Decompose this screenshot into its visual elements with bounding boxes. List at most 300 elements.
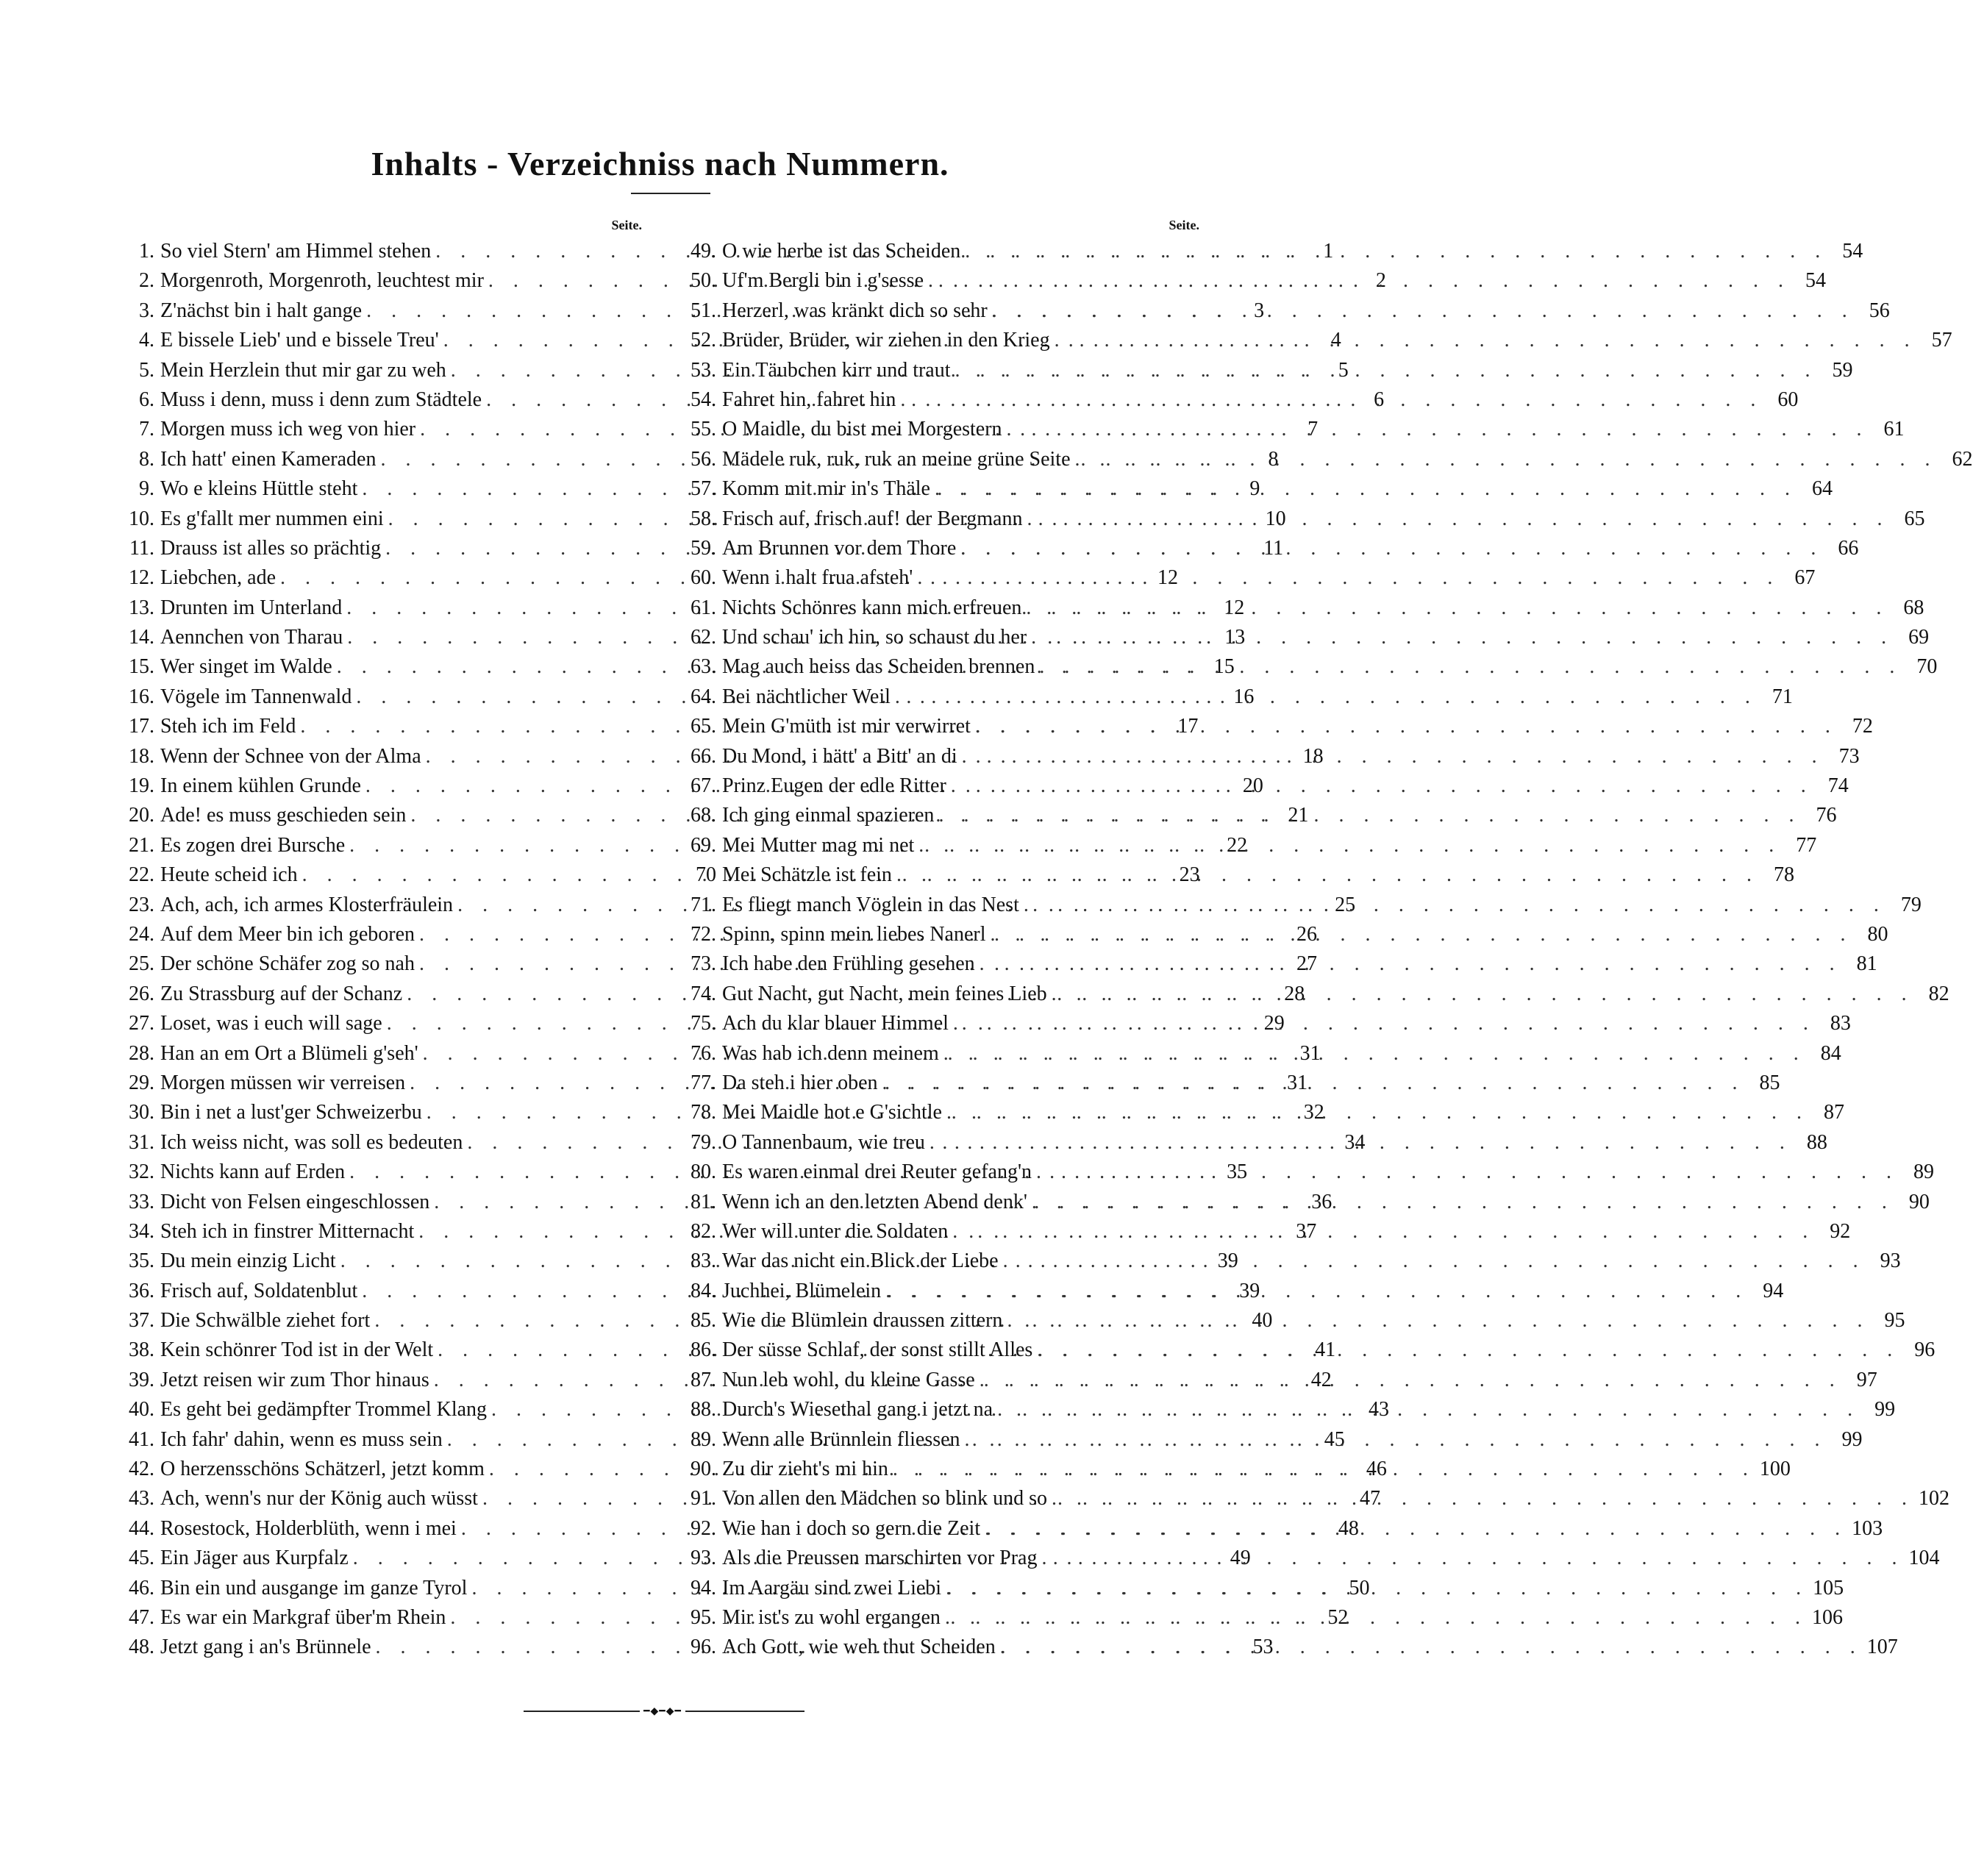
entry-number: 54. — [691, 388, 716, 411]
entry-number: 38. — [129, 1338, 154, 1362]
entry-number: 90. — [691, 1458, 716, 1481]
entry-page-number: 34 — [1344, 1130, 1366, 1154]
entry-title: Nichts Schönres kann mich erfreuen — [722, 596, 1022, 619]
entry-page-number: 71 — [1772, 685, 1793, 708]
entry-title: Mädele ruk, ruk, ruk an meine grüne Seite — [722, 447, 1071, 471]
entry-number: 66. — [691, 744, 716, 768]
entry-page-number: 42 — [1310, 1368, 1332, 1391]
entry-page-number: 40 — [1252, 1309, 1273, 1333]
entry-page-number: 53 — [1252, 1636, 1274, 1659]
entry-page-number: 28 — [1284, 982, 1305, 1005]
entry-page-number: 1 — [1323, 240, 1334, 263]
entry-number: 78. — [691, 1101, 716, 1124]
entry-page-number: 97 — [1856, 1368, 1877, 1391]
entry-title: Morgen muss ich weg von hier — [160, 418, 416, 441]
toc-entry — [682, 296, 1890, 326]
entry-title: Morgenroth, Morgenroth, leuchtest mir — [160, 269, 484, 293]
entry-page-number: 39 — [1217, 1249, 1238, 1273]
entry-page-number: 2 — [1375, 269, 1386, 293]
entry-title: Und schau' ich hin, so schaust du her — [722, 626, 1027, 649]
toc-entry — [682, 563, 1816, 593]
toc-entry — [682, 356, 1853, 385]
entry-title: Uf'm Bergli bin i g'sesse — [722, 269, 924, 293]
entry-title: Aennchen von Tharau — [160, 626, 343, 649]
dot-leader — [971, 712, 1838, 741]
entry-title: Ich ging einmal spazieren — [722, 804, 935, 827]
entry-title: Mir ist's zu wohl ergangen — [722, 1605, 941, 1629]
entry-number: 43. — [129, 1487, 154, 1511]
entry-title: Muss i denn, muss i denn zum Städtele — [160, 388, 482, 411]
entry-page-number: 102 — [1918, 1487, 1949, 1511]
entry-page-number: 61 — [1883, 418, 1905, 441]
entry-page-number: 88 — [1806, 1130, 1827, 1154]
entry-page-number: 6 — [1374, 388, 1385, 411]
entry-number: 60. — [691, 566, 716, 590]
entry-title: Drauss ist alles so prächtig — [160, 536, 382, 560]
entry-page-number: 20 — [1242, 774, 1263, 798]
entry-page-number: 54 — [1842, 240, 1863, 263]
entry-page-number: 76 — [1816, 804, 1837, 827]
dot-leader — [941, 1603, 1808, 1633]
entry-number: 10. — [129, 507, 154, 530]
entry-page-number: 12 — [1224, 596, 1245, 619]
entry-title: Ich weiss nicht, was soll es bedeuten — [160, 1130, 463, 1154]
entry-page-number: 78 — [1773, 863, 1794, 887]
entry-page-number: 49 — [1230, 1547, 1251, 1570]
dot-leader — [930, 474, 1797, 504]
entry-title: Auf dem Meer bin ich geboren — [160, 922, 415, 946]
entry-title: Wenn alle Brünnlein fliessen — [722, 1427, 960, 1451]
dot-leader — [878, 1069, 1745, 1098]
entry-number: 36. — [129, 1279, 154, 1302]
entry-page-number: 90 — [1908, 1190, 1930, 1213]
entry-page-number: 59 — [1832, 358, 1853, 382]
entry-number: 45. — [129, 1547, 154, 1570]
entry-number: 65. — [691, 715, 716, 738]
entry-number: 32. — [129, 1160, 154, 1184]
entry-page-number: 69 — [1908, 626, 1930, 649]
entry-number: 13. — [129, 596, 154, 619]
entry-number: 19. — [129, 774, 154, 798]
entry-number: 5. — [139, 358, 154, 382]
entry-title: O wie herbe ist das Scheiden — [722, 240, 961, 263]
dot-leader — [957, 742, 1824, 771]
toc-entry — [682, 712, 1873, 741]
dot-leader — [1071, 445, 1938, 474]
entry-page-number: 4 — [1330, 329, 1341, 352]
dot-leader — [960, 1425, 1827, 1455]
entry-title: So viel Stern' am Himmel stehen — [160, 240, 432, 263]
entry-page-number: 65 — [1904, 507, 1925, 530]
entry-title: Wer singet im Walde — [160, 655, 332, 679]
entry-number: 2. — [139, 269, 154, 293]
entry-page-number: 68 — [1903, 596, 1924, 619]
entry-page-number: 17 — [1177, 715, 1199, 738]
dot-leader — [988, 296, 1855, 326]
entry-number: 11. — [129, 536, 154, 560]
entry-page-number: 74 — [1827, 774, 1849, 798]
entry-number: 33. — [129, 1190, 154, 1213]
entry-number: 28. — [129, 1041, 154, 1065]
entry-number: 70 — [696, 863, 716, 887]
dot-leader — [1047, 980, 1914, 1009]
entry-page-number: 80 — [1867, 922, 1888, 946]
entry-page-number: 23 — [1179, 863, 1200, 887]
entry-number: 92. — [691, 1516, 716, 1540]
entry-number: 89. — [691, 1427, 716, 1451]
page-column-header: Seite. — [611, 218, 642, 232]
dot-leader — [913, 563, 1780, 593]
entry-page-number: 50 — [1349, 1576, 1370, 1599]
entry-page-number: 43 — [1369, 1398, 1390, 1422]
dot-leader — [924, 266, 1791, 296]
entry-title: Ach, wenn's nur der König auch wüsst — [160, 1487, 478, 1511]
entry-page-number: 47 — [1359, 1487, 1380, 1511]
dot-leader — [888, 1455, 1755, 1484]
entry-number: 41. — [129, 1427, 154, 1451]
entry-number: 79. — [691, 1130, 716, 1154]
entry-title: Mag auch heiss das Scheiden brennen — [722, 655, 1035, 679]
dot-leader — [1019, 891, 1886, 920]
entry-page-number: 103 — [1852, 1516, 1883, 1540]
entry-title: Wer will unter die Soldaten — [722, 1219, 949, 1243]
entry-title: Vögele im Tannenwald — [160, 685, 352, 708]
dot-leader — [1050, 326, 1917, 355]
entry-number: 39. — [129, 1368, 154, 1391]
entry-title: Durch's Wiesethal gang i jetzt na — [722, 1398, 993, 1422]
entry-number: 40. — [129, 1398, 154, 1422]
entry-number: 55. — [691, 418, 716, 441]
entry-title: Wie han i doch so gern die Zeit — [722, 1516, 981, 1540]
entry-number: 73. — [691, 952, 716, 976]
entry-title: O Maidle, du bist mei Morgestern — [722, 418, 1002, 441]
entry-title: Zu dir zieht's mi hin — [722, 1458, 888, 1481]
entry-title: Liebchen, ade — [160, 566, 276, 590]
entry-number: 8. — [139, 447, 154, 471]
entry-page-number: 22 — [1227, 833, 1248, 857]
entry-number: 22. — [129, 863, 154, 887]
entry-title: Komm mit mir in's Thäle — [722, 477, 930, 501]
entry-title: Kein schönrer Tod ist in der Welt — [160, 1338, 434, 1362]
entry-page-number: 15 — [1213, 655, 1235, 679]
entry-title: Am Brunnen vor dem Thore — [722, 536, 957, 560]
entry-page-number: 3 — [1254, 299, 1265, 322]
toc-entry — [682, 474, 1833, 504]
entry-title: Im Aargäu sind zwei Liebi — [722, 1576, 942, 1599]
entry-title: Ein Täubchen kirr und traut — [722, 358, 951, 382]
dot-leader — [1021, 593, 1888, 623]
entry-title: Spinn, spinn mein liebes Nanerl — [722, 922, 986, 946]
dot-leader — [1035, 652, 1902, 682]
entry-page-number: 93 — [1880, 1249, 1901, 1273]
entry-title: Von allen den Mädchen so blink und so — [722, 1487, 1047, 1511]
entry-title: Frisch auf, frisch auf! der Bergmann — [722, 507, 1023, 530]
dot-leader — [949, 1009, 1816, 1038]
entry-page-number: 12 — [1157, 566, 1179, 590]
entry-number: 15. — [129, 655, 154, 679]
entry-title: Bin i net a lust'ger Schweizerbu — [160, 1101, 422, 1124]
entry-number: 7. — [139, 418, 154, 441]
entry-page-number: 87 — [1823, 1101, 1844, 1124]
entry-title: Nichts kann auf Erden — [160, 1160, 346, 1184]
entry-number: 34. — [129, 1219, 154, 1243]
entry-title: O Tannenbaum, wie treu — [722, 1130, 925, 1154]
entry-number: 29. — [129, 1071, 154, 1094]
entry-number: 50. — [691, 269, 716, 293]
entry-page-number: 52 — [1327, 1605, 1349, 1629]
entry-page-number: 67 — [1794, 566, 1816, 590]
entry-title: Es g'fallt mer nummen eini — [160, 507, 384, 530]
entry-number: 95. — [691, 1605, 716, 1629]
entry-page-number: 85 — [1759, 1071, 1780, 1094]
dot-leader — [881, 1277, 1748, 1306]
dot-leader — [934, 801, 1801, 830]
entry-title: Ich hatt' einen Kameraden — [160, 447, 377, 471]
entry-number: 53. — [691, 358, 716, 382]
entry-number: 75. — [691, 1012, 716, 1035]
entry-page-number: 7 — [1307, 418, 1319, 441]
entry-page-number: 31 — [1287, 1071, 1308, 1094]
dot-leader — [914, 831, 1781, 860]
page-column-header: Seite. — [1169, 218, 1199, 232]
entry-number: 77. — [691, 1071, 716, 1094]
entry-title: Morgen müssen wir verreisen — [160, 1071, 406, 1094]
entry-number: 3. — [139, 299, 154, 322]
title-divider — [631, 193, 710, 194]
entry-title: Heute scheid ich — [160, 863, 298, 887]
entry-number: 86. — [691, 1338, 716, 1362]
entry-page-number: 89 — [1913, 1160, 1934, 1184]
entry-title: Jetzt reisen wir zum Thor hinaus — [160, 1368, 429, 1391]
entry-page-number: 66 — [1838, 536, 1859, 560]
entry-title: Es waren einmal drei Reuter gefang'n — [722, 1160, 1032, 1184]
entry-number: 76. — [691, 1041, 716, 1065]
entry-page-number: 60 — [1777, 388, 1799, 411]
toc-entry — [682, 415, 1905, 444]
entry-number: 16. — [129, 685, 154, 708]
entry-page-number: 26 — [1296, 922, 1317, 946]
entry-title: Mei Maidle hot e G'sichtle — [722, 1101, 942, 1124]
entry-title: Es geht bei gedämpfter Trommel Klang — [160, 1398, 488, 1422]
entry-number: 61. — [691, 596, 716, 619]
entry-number: 56. — [691, 447, 716, 471]
entry-page-number: 35 — [1227, 1160, 1248, 1184]
dot-leader — [996, 1633, 1863, 1662]
entry-number: 6. — [139, 388, 154, 411]
entry-title: Du mein einzig Licht — [160, 1249, 336, 1273]
entry-page-number: 107 — [1866, 1636, 1898, 1659]
entry-title: Wie die Blümlein draussen zittern — [722, 1309, 1003, 1333]
entry-number: 9. — [139, 477, 154, 501]
entry-title: Als die Preussen marschirten vor Prag — [722, 1547, 1038, 1570]
entry-page-number: 29 — [1263, 1012, 1285, 1035]
entry-number: 27. — [129, 1012, 154, 1035]
entry-title: Es war ein Markgraf über'm Rhein — [160, 1605, 446, 1629]
entry-title: Mei Schätzle ist fein — [722, 863, 892, 887]
entry-title: Han an em Ort a Blümeli g'seh' — [160, 1041, 418, 1065]
entry-page-number: 99 — [1874, 1398, 1896, 1422]
entry-page-number: 36 — [1311, 1190, 1332, 1213]
entry-number: 30. — [129, 1101, 154, 1124]
entry-page-number: 46 — [1366, 1458, 1387, 1481]
toc-entry — [682, 326, 1952, 355]
entry-title: Steh ich in finstrer Mitternacht — [160, 1219, 415, 1243]
dot-leader — [999, 1246, 1866, 1276]
entry-title: Ach du klar blauer Himmel — [722, 1012, 949, 1035]
dot-leader — [892, 860, 1759, 890]
dot-leader — [891, 682, 1758, 712]
entry-title: Wenn i halt frua afsteh' — [722, 566, 913, 590]
entry-number: 74. — [691, 982, 716, 1005]
entry-page-number: 5 — [1338, 358, 1349, 382]
entry-page-number: 105 — [1813, 1576, 1844, 1599]
entry-title: Ich fahr' dahin, wenn es muss sein — [160, 1427, 443, 1451]
entry-number: 85. — [691, 1309, 716, 1333]
entry-number: 57. — [691, 477, 716, 501]
entry-number: 91. — [691, 1487, 716, 1511]
entry-number: 96. — [691, 1636, 716, 1659]
dot-leader — [1022, 504, 1889, 534]
entry-number: 58. — [691, 507, 716, 530]
entry-page-number: 95 — [1884, 1309, 1905, 1333]
divider-ornament: ━◆━◆━ — [640, 1702, 685, 1720]
dot-leader — [941, 1574, 1808, 1603]
entry-number: 12. — [129, 566, 154, 590]
entry-number: 84. — [691, 1279, 716, 1302]
toc-entry — [682, 445, 1973, 474]
entry-number: 25. — [129, 952, 154, 976]
entry-title: Juchhei, Blümelein — [722, 1279, 882, 1302]
entry-number: 83. — [691, 1249, 716, 1273]
dot-leader — [951, 356, 1818, 385]
entry-number: 44. — [129, 1516, 154, 1540]
entry-number: 18. — [129, 744, 154, 768]
entry-number: 23. — [129, 893, 154, 916]
entry-page-number: 54 — [1805, 269, 1826, 293]
entry-page-number: 39 — [1239, 1279, 1260, 1302]
entry-number: 64. — [691, 685, 716, 708]
entry-number: 4. — [139, 329, 154, 352]
entry-number: 14. — [129, 626, 154, 649]
entry-title: Der süsse Schlaf, der sonst stillt Alles — [722, 1338, 1033, 1362]
entry-title: Es zogen drei Bursche — [160, 833, 346, 857]
entry-title: Was hab ich denn meinem — [722, 1041, 939, 1065]
entry-title: Ein Jäger aus Kurpfalz — [160, 1547, 349, 1570]
page-title: Inhalts - Verzeichniss nach Nummern. — [371, 145, 949, 182]
dot-leader — [986, 920, 1853, 949]
toc-entry — [682, 266, 1826, 296]
entry-number: 68. — [691, 804, 716, 827]
entry-page-number: 31 — [1299, 1041, 1321, 1065]
entry-title: Brüder, Brüder, wir ziehen in den Krieg — [722, 329, 1050, 352]
entry-title: War das nicht ein Blick der Liebe — [722, 1249, 999, 1273]
entry-page-number: 70 — [1916, 655, 1938, 679]
entry-page-number: 10 — [1265, 507, 1286, 530]
entry-number: 62. — [691, 626, 716, 649]
entry-number: 88. — [691, 1398, 716, 1422]
entry-number: 37. — [129, 1309, 154, 1333]
entry-number: 17. — [129, 715, 154, 738]
entry-number: 82. — [691, 1219, 716, 1243]
dot-leader — [1032, 1158, 1899, 1187]
entry-number: 59. — [691, 536, 716, 560]
entry-page-number: 94 — [1763, 1279, 1784, 1302]
entry-title: Der schöne Schäfer zog so nah — [160, 952, 415, 976]
entry-title: O herzensschöns Schätzerl, jetzt komm — [160, 1458, 485, 1481]
entry-title: Fahret hin, fahret hin — [722, 388, 896, 411]
entry-page-number: 27 — [1296, 952, 1317, 976]
entry-page-number: 56 — [1869, 299, 1890, 322]
entry-number: 72. — [691, 922, 716, 946]
entry-title: In einem kühlen Grunde — [160, 774, 361, 798]
entry-page-number: 62 — [1952, 447, 1973, 471]
entry-page-number: 83 — [1830, 1012, 1851, 1035]
entry-number: 46. — [129, 1576, 154, 1599]
entry-page-number: 18 — [1302, 744, 1324, 768]
entry-page-number: 8 — [1268, 447, 1279, 471]
entry-number: 21. — [129, 833, 154, 857]
entry-number: 51. — [691, 299, 716, 322]
entry-number: 1. — [139, 240, 154, 263]
entry-page-number: 64 — [1811, 477, 1833, 501]
entry-title: Frisch auf, Soldatenblut — [160, 1279, 358, 1302]
entry-page-number: 11 — [1263, 536, 1284, 560]
entry-page-number: 77 — [1796, 833, 1817, 857]
entry-title: Zu Strassburg auf der Schanz — [160, 982, 403, 1005]
dot-leader — [896, 385, 1763, 415]
entry-page-number: 106 — [1811, 1605, 1843, 1629]
dot-leader — [946, 771, 1813, 801]
entry-title: Wenn der Schnee von der Alma — [160, 744, 421, 768]
entry-title: Rosestock, Holderblüth, wenn i mei — [160, 1516, 457, 1540]
entry-title: Dicht von Felsen eingeschlossen — [160, 1190, 430, 1213]
entry-page-number: 104 — [1908, 1547, 1940, 1570]
dot-leader — [980, 1514, 1847, 1544]
entry-number: 81. — [691, 1190, 716, 1213]
entry-title: Es fliegt manch Vöglein in das Nest — [722, 893, 1019, 916]
entry-page-number: 41 — [1315, 1338, 1336, 1362]
entry-number: 47. — [129, 1605, 154, 1629]
dot-leader — [1027, 1188, 1894, 1217]
entry-title: Steh ich im Feld — [160, 715, 296, 738]
entry-page-number: 99 — [1841, 1427, 1863, 1451]
entry-title: Ach Gott, wie weh thut Scheiden — [722, 1636, 996, 1659]
entry-page-number: 92 — [1830, 1219, 1851, 1243]
entry-title: Mein G'müth ist mir verwirret — [722, 715, 971, 738]
entry-number: 35. — [129, 1249, 154, 1273]
entry-page-number: 100 — [1759, 1458, 1791, 1481]
entry-number: 52. — [691, 329, 716, 352]
entry-page-number: 82 — [1928, 982, 1949, 1005]
entry-title: Mein Herzlein thut mir gar zu weh — [160, 358, 446, 382]
entry-page-number: 84 — [1820, 1041, 1841, 1065]
entry-page-number: 81 — [1856, 952, 1877, 976]
entry-number: 63. — [691, 655, 716, 679]
dot-leader — [993, 1395, 1860, 1424]
dot-leader — [1002, 1306, 1869, 1335]
entry-page-number: 16 — [1233, 685, 1255, 708]
entry-number: 71. — [691, 893, 716, 916]
entry-title: Wo e kleins Hüttle steht — [160, 477, 358, 501]
entry-number: 69. — [691, 833, 716, 857]
entry-page-number: 9 — [1249, 477, 1260, 501]
entry-page-number: 25 — [1335, 893, 1356, 916]
dot-leader — [956, 534, 1823, 563]
entry-page-number: 21 — [1288, 804, 1309, 827]
entry-number: 24. — [129, 922, 154, 946]
entry-page-number: 79 — [1900, 893, 1922, 916]
entry-number: 93. — [691, 1547, 716, 1570]
